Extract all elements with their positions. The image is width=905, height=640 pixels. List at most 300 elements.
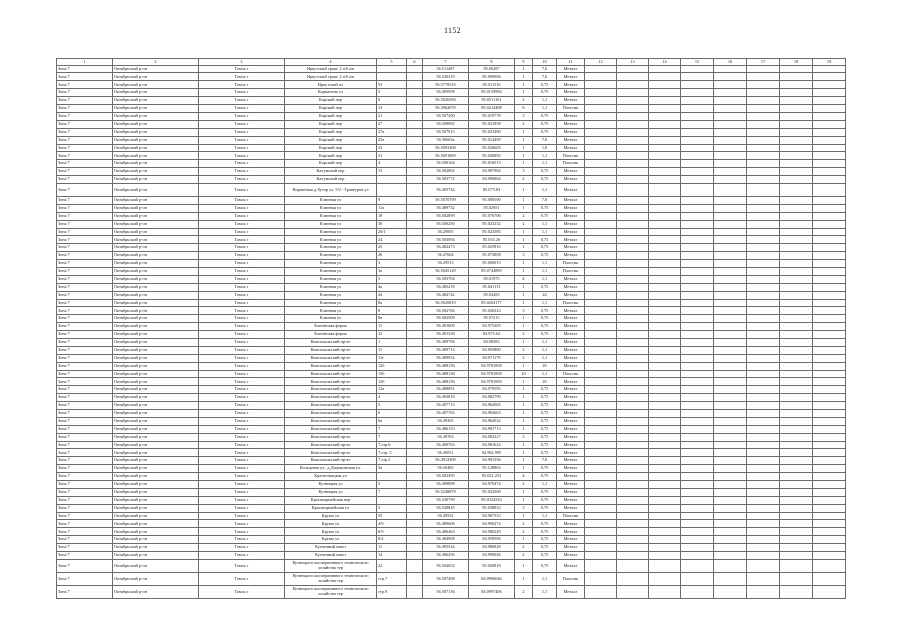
empty-cell — [714, 559, 747, 572]
house-number-cell: 11 — [377, 323, 407, 331]
container-volume-cell: 0,75 — [533, 386, 557, 394]
empty-cell — [407, 176, 423, 184]
city-cell: Томск г — [199, 267, 285, 275]
empty-cell — [407, 315, 423, 323]
empty-cell — [649, 465, 681, 473]
container-volume-cell: 1,1 — [533, 572, 557, 585]
district-cell: Октябрьский р-он — [113, 236, 199, 244]
empty-cell — [585, 136, 617, 144]
container-count-cell: 1 — [515, 160, 533, 168]
address-street-cell: Крупы ул — [285, 520, 377, 528]
empty-cell — [649, 512, 681, 520]
district-cell: Октябрьский р-он — [113, 473, 199, 481]
house-number-cell: 14 — [377, 552, 407, 560]
latitude-cell: 56.49532 — [423, 512, 469, 520]
empty-cell — [407, 196, 423, 204]
address-street-cell: Красноармейская пер — [285, 496, 377, 504]
city-cell: Томск г — [199, 572, 285, 585]
empty-cell — [681, 496, 714, 504]
empty-cell — [813, 362, 846, 370]
zone-cell: Зона 7 — [57, 212, 113, 220]
empty-cell — [813, 128, 846, 136]
empty-cell — [813, 473, 846, 481]
container-count-cell: 10 — [515, 370, 533, 378]
container-volume-cell: 1,1 — [533, 299, 557, 307]
city-cell: Томск г — [199, 204, 285, 212]
zone-cell: Зона 7 — [57, 425, 113, 433]
empty-cell — [714, 402, 747, 410]
empty-cell — [617, 252, 649, 260]
empty-cell — [585, 73, 617, 81]
zone-cell: Зона 7 — [57, 176, 113, 184]
empty-cell — [617, 73, 649, 81]
table-row — [57, 244, 846, 252]
empty-cell — [585, 81, 617, 89]
empty-cell — [714, 488, 747, 496]
city-cell: Томск г — [199, 410, 285, 418]
empty-cell — [747, 512, 780, 520]
container-material-cell: Металл — [557, 65, 585, 73]
empty-cell — [617, 299, 649, 307]
table-row — [57, 394, 846, 402]
empty-cell — [617, 362, 649, 370]
address-street-cell: Крупы ул — [285, 528, 377, 536]
container-volume-cell: 1,1 — [533, 97, 557, 105]
longitude-cell: 85.0511161 — [469, 97, 515, 105]
empty-cell — [681, 402, 714, 410]
empty-cell — [780, 152, 813, 160]
empty-cell — [649, 204, 681, 212]
empty-cell — [681, 160, 714, 168]
table-row — [57, 260, 846, 268]
empty-cell — [407, 323, 423, 331]
table-row — [57, 433, 846, 441]
latitude-cell: 56.5091809 — [423, 152, 469, 160]
container-count-cell: 2 — [515, 528, 533, 536]
container-count-cell: 2 — [515, 97, 533, 105]
house-number-cell: 27 — [377, 120, 407, 128]
longitude-cell: 85.038833 — [469, 504, 515, 512]
empty-cell — [649, 449, 681, 457]
empty-cell — [813, 212, 846, 220]
empty-cell — [407, 402, 423, 410]
container-material-cell: Пластик — [557, 572, 585, 585]
empty-cell — [585, 338, 617, 346]
container-material-cell: Металл — [557, 136, 585, 144]
empty-cell — [714, 89, 747, 97]
container-material-cell: Металл — [557, 144, 585, 152]
zone-cell: Зона 7 — [57, 323, 113, 331]
empty-cell — [714, 81, 747, 89]
city-cell: Томск г — [199, 496, 285, 504]
zone-cell: Зона 7 — [57, 378, 113, 386]
house-number-cell: 33 — [377, 144, 407, 152]
city-cell: Томск г — [199, 331, 285, 339]
empty-cell — [780, 504, 813, 512]
container-material-cell: Металл — [557, 504, 585, 512]
container-count-cell: 1 — [515, 204, 533, 212]
zone-cell: Зона 7 — [57, 152, 113, 160]
empty-cell — [649, 528, 681, 536]
empty-cell — [681, 410, 714, 418]
longitude-cell: 84.9781858 — [469, 370, 515, 378]
house-number-cell: 8а — [377, 299, 407, 307]
empty-cell — [407, 299, 423, 307]
empty-cell — [585, 346, 617, 354]
empty-cell — [813, 512, 846, 520]
empty-cell — [585, 260, 617, 268]
container-count-cell: 1 — [515, 323, 533, 331]
empty-cell — [813, 370, 846, 378]
container-material-cell: Металл — [557, 176, 585, 184]
district-cell: Октябрьский р-он — [113, 504, 199, 512]
empty-cell — [813, 112, 846, 120]
empty-cell — [585, 291, 617, 299]
city-cell: Томск г — [199, 228, 285, 236]
container-count-cell: 1 — [515, 338, 533, 346]
container-material-cell: Металл — [557, 73, 585, 81]
empty-cell — [585, 212, 617, 220]
empty-cell — [585, 315, 617, 323]
city-cell: Томск г — [199, 338, 285, 346]
empty-cell — [747, 544, 780, 552]
longitude-cell: 85.97215 — [469, 315, 515, 323]
house-number-cell: 12б — [377, 362, 407, 370]
container-count-cell: 2 — [515, 520, 533, 528]
container-volume-cell: 7,6 — [533, 196, 557, 204]
empty-cell — [714, 212, 747, 220]
longitude-cell: 85.000590 — [469, 196, 515, 204]
empty-cell — [747, 160, 780, 168]
empty-cell — [407, 267, 423, 275]
zone-cell: Зона 7 — [57, 65, 113, 73]
empty-cell — [585, 528, 617, 536]
house-number-cell: 4а — [377, 283, 407, 291]
longitude-cell: 85.075.83 — [469, 183, 515, 196]
container-count-cell: 1 — [515, 449, 533, 457]
empty-cell — [813, 260, 846, 268]
zone-cell: Зона 7 — [57, 338, 113, 346]
table-row — [57, 120, 846, 128]
container-count-cell: 1 — [515, 299, 533, 307]
empty-cell — [813, 168, 846, 176]
address-street-cell: Карский пер — [285, 105, 377, 113]
empty-cell — [747, 112, 780, 120]
empty-cell — [813, 559, 846, 572]
table-row — [57, 410, 846, 418]
container-material-cell: Пластик — [557, 260, 585, 268]
empty-cell — [407, 236, 423, 244]
latitude-cell: 56.499898 — [423, 481, 469, 489]
house-number-cell: 7 — [377, 488, 407, 496]
empty-cell — [780, 338, 813, 346]
address-street-cell: Карский пер — [285, 136, 377, 144]
empty-cell — [585, 394, 617, 402]
container-count-cell: 1 — [515, 572, 533, 585]
table-row — [57, 196, 846, 204]
address-street-cell: Клюевская ферма — [285, 331, 377, 339]
empty-cell — [681, 457, 714, 465]
container-material-cell: Металл — [557, 378, 585, 386]
container-volume-cell: 7,6 — [533, 136, 557, 144]
empty-cell — [681, 528, 714, 536]
house-number-cell: 53 — [377, 81, 407, 89]
container-count-cell: 2 — [515, 346, 533, 354]
empty-cell — [407, 260, 423, 268]
column-number-row — [57, 59, 846, 66]
zone-cell: Зона 7 — [57, 244, 113, 252]
container-material-cell: Металл — [557, 204, 585, 212]
latitude-cell: 56.503772 — [423, 176, 469, 184]
container-count-cell: 1 — [515, 65, 533, 73]
empty-cell — [649, 315, 681, 323]
table-row — [57, 168, 846, 176]
empty-cell — [747, 473, 780, 481]
longitude-cell: 84.982799 — [469, 394, 515, 402]
empty-cell — [681, 168, 714, 176]
empty-cell — [681, 481, 714, 489]
district-cell: Октябрьский р-он — [113, 457, 199, 465]
city-cell: Томск г — [199, 260, 285, 268]
container-volume-cell: 0,75 — [533, 433, 557, 441]
empty-cell — [649, 323, 681, 331]
container-count-cell: 2 — [515, 354, 533, 362]
table-row — [57, 338, 846, 346]
district-cell: Октябрьский р-он — [113, 559, 199, 572]
empty-cell — [617, 267, 649, 275]
empty-cell — [780, 291, 813, 299]
empty-cell — [617, 307, 649, 315]
address-street-cell: Карский пер — [285, 152, 377, 160]
empty-cell — [813, 488, 846, 496]
empty-cell — [681, 559, 714, 572]
longitude-cell: 84.975.62 — [469, 331, 515, 339]
empty-cell — [813, 183, 846, 196]
table-row — [57, 204, 846, 212]
empty-cell — [649, 307, 681, 315]
empty-cell — [780, 402, 813, 410]
empty-cell — [649, 544, 681, 552]
empty-cell — [681, 73, 714, 81]
empty-cell — [585, 488, 617, 496]
empty-cell — [747, 559, 780, 572]
empty-cell — [747, 417, 780, 425]
empty-cell — [585, 105, 617, 113]
district-cell: Октябрьский р-он — [113, 144, 199, 152]
empty-cell — [585, 120, 617, 128]
container-material-cell: Металл — [557, 449, 585, 457]
container-count-cell: 1 — [515, 386, 533, 394]
empty-cell — [747, 73, 780, 81]
empty-cell — [714, 441, 747, 449]
empty-cell — [407, 528, 423, 536]
district-cell: Октябрьский р-он — [113, 152, 199, 160]
zone-cell: Зона 7 — [57, 585, 113, 598]
district-cell: Октябрьский р-он — [113, 183, 199, 196]
empty-cell — [617, 65, 649, 73]
empty-cell — [714, 331, 747, 339]
address-street-cell: Крупы ул — [285, 536, 377, 544]
empty-cell — [813, 441, 846, 449]
latitude-cell: 56.49051 — [423, 449, 469, 457]
latitude-cell: 56.502899 — [423, 212, 469, 220]
empty-cell — [681, 378, 714, 386]
column-number-cell: 11 — [557, 59, 585, 66]
address-street-cell: Клюевская ферма — [285, 323, 377, 331]
latitude-cell: 56.500256 — [423, 220, 469, 228]
container-volume-cell: 0,75 — [533, 410, 557, 418]
house-number-cell — [377, 496, 407, 504]
container-volume-cell: 0,75 — [533, 315, 557, 323]
table-row — [57, 559, 846, 572]
container-volume-cell: 0,75 — [533, 504, 557, 512]
zone-cell: Зона 7 — [57, 120, 113, 128]
zone-cell: Зона 7 — [57, 536, 113, 544]
longitude-cell: 85.021.252 — [469, 473, 515, 481]
zone-cell: Зона 7 — [57, 275, 113, 283]
longitude-cell: 84.9781859 — [469, 378, 515, 386]
empty-cell — [407, 112, 423, 120]
zone-cell: Зона 7 — [57, 299, 113, 307]
empty-cell — [780, 441, 813, 449]
empty-cell — [747, 299, 780, 307]
empty-cell — [813, 585, 846, 598]
empty-cell — [813, 386, 846, 394]
table-row — [57, 504, 846, 512]
city-cell: Томск г — [199, 252, 285, 260]
empty-cell — [747, 323, 780, 331]
empty-cell — [617, 315, 649, 323]
empty-cell — [617, 244, 649, 252]
district-cell: Октябрьский р-он — [113, 585, 199, 598]
empty-cell — [407, 89, 423, 97]
address-street-cell: Комсомольский пр-кт — [285, 394, 377, 402]
empty-cell — [813, 449, 846, 457]
district-cell: Октябрьский р-он — [113, 441, 199, 449]
house-number-cell: 11г — [377, 354, 407, 362]
empty-cell — [780, 228, 813, 236]
container-count-cell: 1 — [515, 244, 533, 252]
empty-cell — [780, 275, 813, 283]
address-street-cell: Комсомольский пр-кт — [285, 433, 377, 441]
district-cell: Октябрьский р-он — [113, 128, 199, 136]
empty-cell — [617, 528, 649, 536]
zone-cell: Зона 7 — [57, 465, 113, 473]
house-number-cell — [377, 65, 407, 73]
latitude-cell: 56.528845 — [423, 504, 469, 512]
table-row — [57, 354, 846, 362]
empty-cell — [714, 585, 747, 598]
longitude-cell: 85.0159994 — [469, 89, 515, 97]
empty-cell — [585, 236, 617, 244]
empty-cell — [747, 536, 780, 544]
zone-cell: Зона 7 — [57, 220, 113, 228]
house-number-cell: 4 — [377, 160, 407, 168]
city-cell: Томск г — [199, 112, 285, 120]
district-cell: Октябрьский р-он — [113, 120, 199, 128]
empty-cell — [813, 160, 846, 168]
empty-cell — [407, 504, 423, 512]
container-count-cell: 1 — [515, 315, 533, 323]
empty-cell — [681, 244, 714, 252]
house-number-cell — [377, 183, 407, 196]
empty-cell — [681, 283, 714, 291]
longitude-cell: 85.026605 — [469, 144, 515, 152]
address-street-cell: Карский пер — [285, 144, 377, 152]
district-cell: Октябрьский р-он — [113, 260, 199, 268]
empty-cell — [585, 283, 617, 291]
table-row — [57, 536, 846, 544]
city-cell: Томск г — [199, 559, 285, 572]
address-street-cell: Клюевая ул — [285, 236, 377, 244]
district-cell: Октябрьский р-он — [113, 299, 199, 307]
longitude-cell: 84.990026 — [469, 552, 515, 560]
empty-cell — [617, 520, 649, 528]
empty-cell — [649, 481, 681, 489]
empty-cell — [407, 331, 423, 339]
empty-cell — [681, 220, 714, 228]
empty-cell — [813, 465, 846, 473]
column-number-cell: 16 — [714, 59, 747, 66]
zone-cell: Зона 7 — [57, 552, 113, 560]
latitude-cell: 56.4912509 — [423, 457, 469, 465]
table-row — [57, 267, 846, 275]
container-volume-cell: 20 — [533, 362, 557, 370]
empty-cell — [649, 176, 681, 184]
table-row — [57, 128, 846, 136]
house-number-cell: 31 — [377, 152, 407, 160]
table-row — [57, 176, 846, 184]
container-count-cell: 2 — [515, 176, 533, 184]
address-street-cell: Комсомольский пр-кт — [285, 378, 377, 386]
zone-cell: Зона 7 — [57, 528, 113, 536]
empty-cell — [407, 417, 423, 425]
address-street-cell: Клюевая ул — [285, 291, 377, 299]
empty-cell — [649, 362, 681, 370]
longitude-cell: 85.021858 — [469, 120, 515, 128]
empty-cell — [585, 89, 617, 97]
empty-cell — [681, 520, 714, 528]
district-cell: Октябрьский р-он — [113, 528, 199, 536]
district-cell: Октябрьский р-он — [113, 315, 199, 323]
empty-cell — [617, 481, 649, 489]
empty-cell — [714, 291, 747, 299]
address-street-cell: Кузнечный взвоз — [285, 544, 377, 552]
empty-cell — [617, 488, 649, 496]
empty-cell — [617, 97, 649, 105]
empty-cell — [649, 417, 681, 425]
container-count-cell: 1 — [515, 488, 533, 496]
table-row — [57, 323, 846, 331]
container-material-cell: Металл — [557, 457, 585, 465]
empty-cell — [714, 536, 747, 544]
empty-cell — [813, 73, 846, 81]
container-volume-cell: 0,75 — [533, 176, 557, 184]
city-cell: Томск г — [199, 307, 285, 315]
container-material-cell: Металл — [557, 362, 585, 370]
table-row — [57, 417, 846, 425]
container-volume-cell: 0,75 — [533, 417, 557, 425]
address-street-cell: Карский пер — [285, 112, 377, 120]
container-volume-cell: 1,1 — [533, 338, 557, 346]
empty-cell — [747, 152, 780, 160]
longitude-cell: 84.962022 — [469, 417, 515, 425]
empty-cell — [780, 512, 813, 520]
longitude-cell: 84.9781858 — [469, 362, 515, 370]
empty-cell — [649, 386, 681, 394]
table-row — [57, 228, 846, 236]
empty-cell — [780, 236, 813, 244]
